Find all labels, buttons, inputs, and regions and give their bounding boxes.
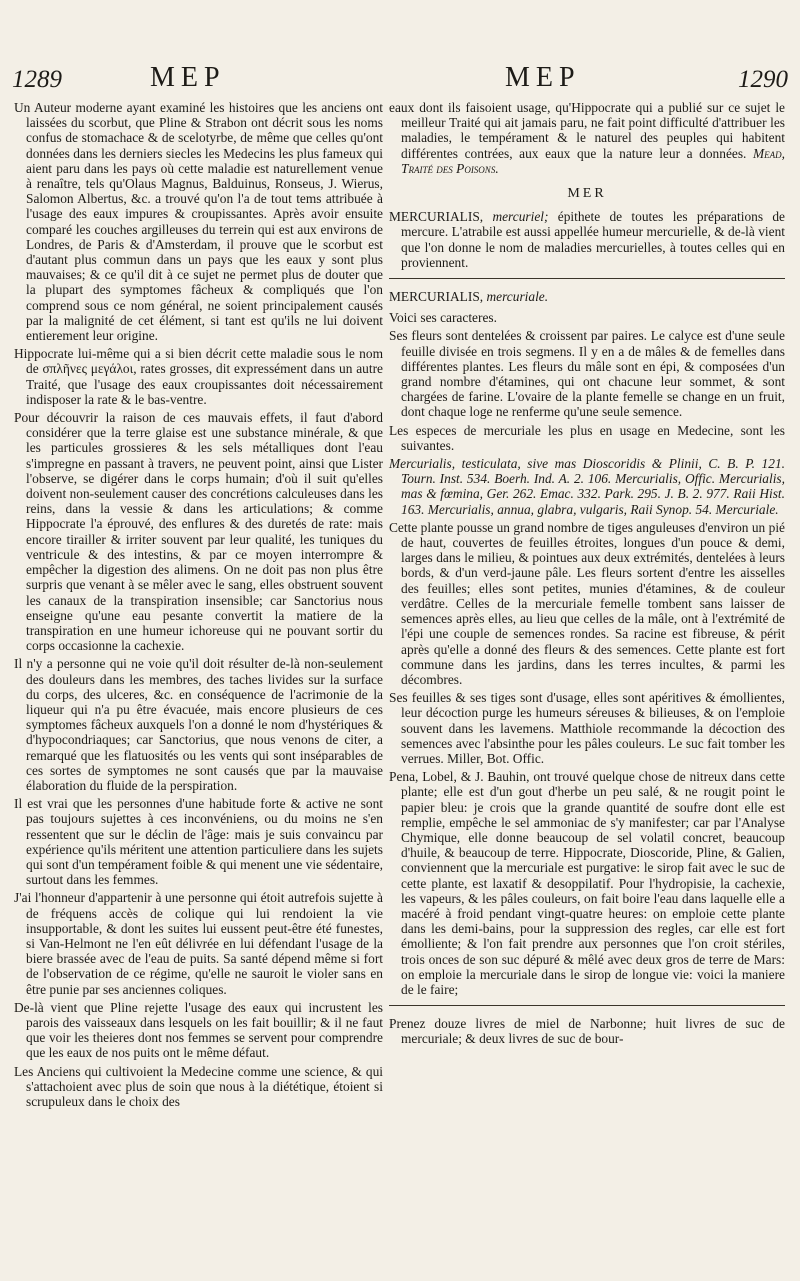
running-header xyxy=(0,62,800,98)
entry-gloss: mercuriel; xyxy=(492,209,549,225)
paragraph: Ses feuilles & ses tiges sont d'usage, elles sont apéritives & émollientes, leur décoction purge les humeurs séreuses & bilieuses, & on l'emploie souvent dans les lavemens. Matthiole recommande la décoction des semences avec l'absinthe pour les pâles couleurs. Le suc fait tomber les verrues. Miller, Bot. Offic. xyxy=(389,690,785,766)
recipe-paragraph: Prenez douze livres de miel de Narbonne; huit livres de suc de mercuriale; & deux livres de suc de bour- xyxy=(389,1016,785,1047)
continued-paragraph xyxy=(389,100,785,176)
paragraph: Cette plante pousse un grand nombre de tiges anguleuses d'environ un pié de haut, couvertes de feuilles étroites, longues d'un pouce & demi, larges dans le milieu, & pointues aux deux extrémités, dentelées à leurs bords, & d'un verd-jaune pâle. Les fleurs sortent d'entre les aisselles des feuilles; elles sont petites, munies d'étamines, & de couleur verdâtre. Celles de la mercuriale femelle tombent sans laisser de semences après elles, au lieu que celles de la mâle, ont à l'extrémité de l'épi une couple de semences rondes. Sa racine est fibreuse, & périt après qu'elle a donné des fleurs & des semences. Cette plante est fort commune dans les jardins, dans les terres incultes, & parmi les décombres. xyxy=(389,519,785,687)
paragraph: Voici ses caracteres. xyxy=(389,310,497,326)
divider xyxy=(389,1005,785,1006)
paragraph: Ses fleurs sont dentelées & croissent par paires. Le calyce est d'une seule feuille divisée en trois segmens. Il y en a de mâles & de femelles dans différentes plantes. Les fleurs du mâle sont en épi, & composées d'un grand nombre d'étamines, qui ont chacune leur sommet, & sont chargées de farine. L'ovaire de la plante femelle se change en un fruit, dont chaque loge ne renferme qu'une seule semence. xyxy=(389,328,785,420)
divider xyxy=(389,278,785,279)
entry-term: MERCURIALIS, xyxy=(389,209,484,225)
right-column xyxy=(389,100,785,1050)
entry-term: MERCURIALIS, xyxy=(389,289,484,305)
continuation-text: eaux dont ils faisoient usage, qu'Hippocrate qui a publié sur ce sujet le meilleur Traité qui ait jamais paru, ne fait point difficulté d'attribuer les maladies, le tempérament & le naturel des peuples qui habitent différentes contrées, aux eaux que la nature leur a données. xyxy=(389,100,785,161)
paragraph: Un Auteur moderne ayant examiné les histoires que les anciens ont laissées du scorbut, que Pline & Strabon ont décrit sous les noms confus de stomachace & de scelotyrbe, de même que celles qu'ont données dans les derniers siecles les Medecins les plus fameux qui aient paru dans les pays où cette maladie est naturellement venue à renaître, tels qu'Olaus Magnus, Balduinus, Ronseus, J. Wierus, Salomon Albertus, &c. a trouvé qu'on l'a de tout tems attribuée à l'usage des eaux impures & croupissantes. Après avoir ensuite comparé les couches argilleuses du terrein qui est aux environs de Londres, de Paris & d'Amsterdam, il prouve que le scorbut est d'autant plus commun dans un pays que les eaux y sont plus mauvaises; & ce qu'il dit à ce sujet ne permet plus de douter que la plupart des symptomes fâcheux & compliqués que l'on comprend sous ce nom général, ne soient principalement causés par la malignité de cet élément, si tant est qu'ils ne lui doivent entierement leur origine. xyxy=(14,100,383,344)
page-number-right: 1290 xyxy=(738,66,788,93)
entry-text: épithete de toutes les préparations de mercure. L'atrabile est aussi appellée humeur mercurielle, & de-là vient que l'on donne le nom de maladies mercurielles, à toutes celles qui en proviennent. xyxy=(401,209,785,270)
paragraph: Il est vrai que les personnes d'une habitude forte & active ne sont pas toujours sujettes à ces inconvéniens, ou du moins ne s'en ressentent que sur le déclin de l'âge: mais je suis convaincu par expérience qu'ils méritent une attention particuliere dans les sujets qui sont d'un tempérament foible & qui menent une vie sédentaire, surtout dans les femmes. xyxy=(14,796,383,888)
synonymy-paragraph: Mercurialis, testiculata, sive mas Dioscoridis & Plinii, C. B. P. 121. Tourn. Inst. 534. Boerh. Ind. A. 2. 106. Mercurialis, Offic. Mercurialis, mas & fœmina, Ger. 262. Emac. 332. Park. 295. J. B. 2. 977. Raii Hist. 163. Mercurialis, annua, glabra, vulgaris, Raii Synop. 54. Mercuriale. xyxy=(389,456,785,517)
paragraph: Il n'y a personne qui ne voie qu'il doit résulter de-là non-seulement des douleurs dans les membres, des taches livides sur la surface du corps, des ulceres, &c. en conséquence de l'acrimonie de la liqueur qui n'a pu être évacuée, mais encore plusieurs de ces symptomes fâcheux auxquels l'on a donné le nom d'hystériques & d'hypocondriaques; car Sanctorius, que nous venons de citer, a remarqué que les flatuosités ou les vents qui sont inséparables de ces sortes de symptomes ne sont causés que par la mauvaise élaboration du fluide de la perspiration. xyxy=(14,656,383,793)
entry-mercurialis-2 xyxy=(389,289,785,304)
left-column xyxy=(14,100,383,1112)
running-word-right: MEP xyxy=(505,62,581,93)
entry-gloss: mercuriale. xyxy=(486,289,549,305)
paragraph: Pour découvrir la raison de ces mauvais effets, il faut d'abord considérer que la terre glaise est une substance minérale, & que les particules grossieres & les sels métalliques dont l'eau s'impregne en passant à travers, ne peuvent point, ainsi que Lister l'observe, se digérer dans le corps humain; d'où il suit qu'elles doivent non-seulement causer des concrétions calculeuses dans les reins, dans la vessie & dans les articulations; & comme Hippocrate l'a éprouvé, des enflures & des duretés de rate: mais encore tirailler & irriter souvent par leur qualité, les tuniques du ventricule & des intestins, & par ce moyen interrompre & empêcher la digestion des alimens. On ne doit pas non plus être surpris que venant à se mêler avec le sang, elles obstruent souvent les canaux de la transpiration insensible; car Sanctorius nous enseigne qu'une eau pesante convertit la matiere de la transpiration en une humeur ichoreuse qui ne pouvant sortir du corps occasionne la cachexie. xyxy=(14,410,383,654)
citation: Mead, Traité des Poisons. xyxy=(401,145,785,176)
entry-mercurialis-1 xyxy=(389,209,785,270)
section-heading: MER xyxy=(567,186,607,202)
paragraph: Les Anciens qui cultivoient la Medecine comme une science, & qui s'attachoient avec plus de soin que nous à la diététique, étoient si scrupuleux dans le choix des xyxy=(14,1063,383,1109)
running-word-left: MEP xyxy=(150,62,226,93)
page-number-left: 1289 xyxy=(12,66,62,93)
paragraph: Les especes de mercuriale les plus en usage en Medecine, sont les suivantes. xyxy=(389,422,785,453)
paragraph: Pena, Lobel, & J. Bauhin, ont trouvé quelque chose de nitreux dans cette plante; elle est d'un gout d'herbe un peu salé, & ne rougit point le papier bleu: je crois que la grande quantité de soufre dont elle est remplie, empêche le sel ammoniac de s'y manifester; car par l'Analyse Chymique, elle donne beaucoup de sel volatil concret, beaucoup d'huile, & beaucoup de terre. Hippocrate, Dioscoride, Pline, & Galien, conviennent que la mercuriale est purgative: le sirop fait avec le suc de cette plante, est laxatif & desoppilatif. Pour l'hydropisie, la cachexie, les vapeurs, & les pâles couleurs, on fait boire l'eau dans laquelle elle a macéré à froid pendant vingt-quatre heures: on emploie cette plante dans les demi-bains, pour la suppression des regles, car elle est fort émolliente; & l'on fait prendre aux personnes que l'on croit stériles, trois onces de son suc dépuré & mêlé avec deux gros de terre de Mars: on emploie la mercuriale dans le sirop de longue vie: voici la maniere de le faire; xyxy=(389,769,785,997)
paragraph: Hippocrate lui-même qui a si bien décrit cette maladie sous le nom de σπλῆνες μεγάλοι, rates grosses, dit expressément dans un autre Traité, que l'usage des eaux croupissantes doit nécessairement indisposer la rate & le bas-ventre. xyxy=(14,346,383,407)
paragraph: De-là vient que Pline rejette l'usage des eaux qui incrustent les parois des vaisseaux dans lesquels on les fait bouillir; & il ne faut que voir les theieres dont nos femmes se servent pour comprendre que les eaux de nos puits ont le même défaut. xyxy=(14,999,383,1061)
paragraph: J'ai l'honneur d'appartenir à une personne qui étoit autrefois sujette à de fréquens accès de colique qui lui rendoient la vie insupportable, & dont les suites lui eussent peut-être été funestes, si Van-Helmont ne l'en eût délivrée en lui défendant l'usage de la biere brassée avec de l'eau de puits. Sa santé dépend même si fort de l'observation de ce régime, qu'elle ne sauroit le violer sans en être punie par ses anciennes coliques. xyxy=(14,890,383,997)
